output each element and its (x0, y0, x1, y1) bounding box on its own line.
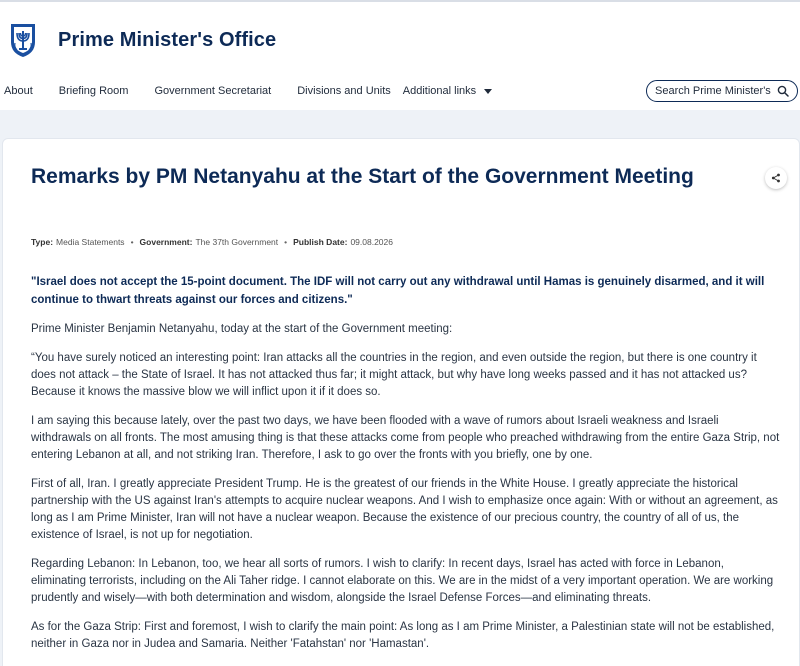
article-title: Remarks by PM Netanyahu at the Start of the Government Meeting (31, 165, 694, 188)
search-icon[interactable] (777, 85, 789, 97)
article-paragraph: “You have surely noticed an interesting point: Iran attacks all the countries in the region, and even outside the region, but there is one country it does not attack – the State of Israel. It has not attacked thus far; it might attack, but why have long weeks passed and it has not attacked us? Because it knows the massive blow we will inflict upon it if it does so. (31, 352, 757, 398)
nav-item-additional-links-label: Additional links (402, 85, 477, 97)
nav-item-about[interactable]: About (4, 85, 33, 97)
main-nav (0, 80, 492, 102)
meta-publish-value: 09.08.2026 (350, 237, 393, 247)
chevron-down-icon (484, 89, 492, 94)
share-icon (771, 173, 781, 183)
nav-item-additional-links[interactable] (403, 85, 492, 97)
article-paragraph: As for the Gaza Strip: First and foremost, I wish to clarify the main point: As long as I am Prime Minister, a Palestinian state will not be established, neither in Gaza nor in Judea and Samaria. Neither 'Fatahstan' nor 'Hamastan'. (31, 621, 775, 650)
search-box[interactable] (646, 80, 798, 102)
article-lead-quote: "Israel does not accept the 15-point document. The IDF will not carry out any withdrawal until Hamas is genuinely disarmed, and it will continue to thwart threats against our forces and citizens." (31, 276, 765, 306)
meta-publish-label: Publish Date: (293, 237, 348, 247)
article-paragraph: I am saying this because lately, over the past two days, we have been flooded with a wave of rumors about Israeli weakness and Israeli withdrawals on all fronts. The most amusing thing is that these attacks come from people who preached withdrawing from the entire Gaza Strip, not entering Lebanon at all, and not striking Iran. Therefore, I ask to go over the fronts with you briefly, one by one. (31, 415, 780, 461)
article-paragraph: First of all, Iran. I greatly appreciate President Trump. He is the greatest of our friends in the White House. I greatly appreciate the historical partnership with the US against Iran's attempts to acquire nuclear weapons. And I wish to emphasize once again: With or without an agreement, as long as I am Prime Minister, Iran will not have a nuclear weapon. Because the existence of our precious country, the country of all of us, the existence of Israel, is not up for negotiation. (31, 478, 778, 541)
meta-separator: • (284, 237, 288, 247)
meta-separator: • (130, 237, 134, 247)
meta-government-value[interactable]: The 37th Government (195, 237, 279, 247)
nav-item-government-secretariat[interactable]: Government Secretariat (154, 85, 272, 97)
share-button[interactable] (765, 167, 787, 189)
nav-item-briefing-room[interactable]: Briefing Room (58, 85, 129, 97)
site-title[interactable]: Prime Minister's Office (58, 28, 277, 51)
article-paragraph: Prime Minister Benjamin Netanyahu, today at the start of the Government meeting: (31, 323, 453, 335)
article-card (2, 138, 800, 666)
site-header (0, 2, 800, 110)
state-emblem-icon (8, 22, 38, 58)
search-input[interactable] (655, 85, 773, 97)
article-paragraph: Regarding Lebanon: In Lebanon, too, we hear all sorts of rumors. I wish to clarify: In recent days, Israel has acted with force in Lebanon, eliminating terrorists, including on the Ali Taher ridge. I cannot elaborate on this. We are in the midst of a very important operation. We are working prudently and wisely—with both determination and wisdom, alongside the Israel Defense Forces—and eliminating threats. (31, 558, 774, 604)
brand[interactable] (8, 22, 276, 58)
meta-government-label: Government: (139, 237, 193, 247)
article-body (31, 273, 781, 665)
article-meta (31, 237, 393, 247)
nav-item-divisions-and-units[interactable]: Divisions and Units (297, 85, 391, 97)
meta-type-label: Type: (31, 237, 54, 247)
meta-type-value[interactable]: Media Statements (56, 237, 125, 247)
